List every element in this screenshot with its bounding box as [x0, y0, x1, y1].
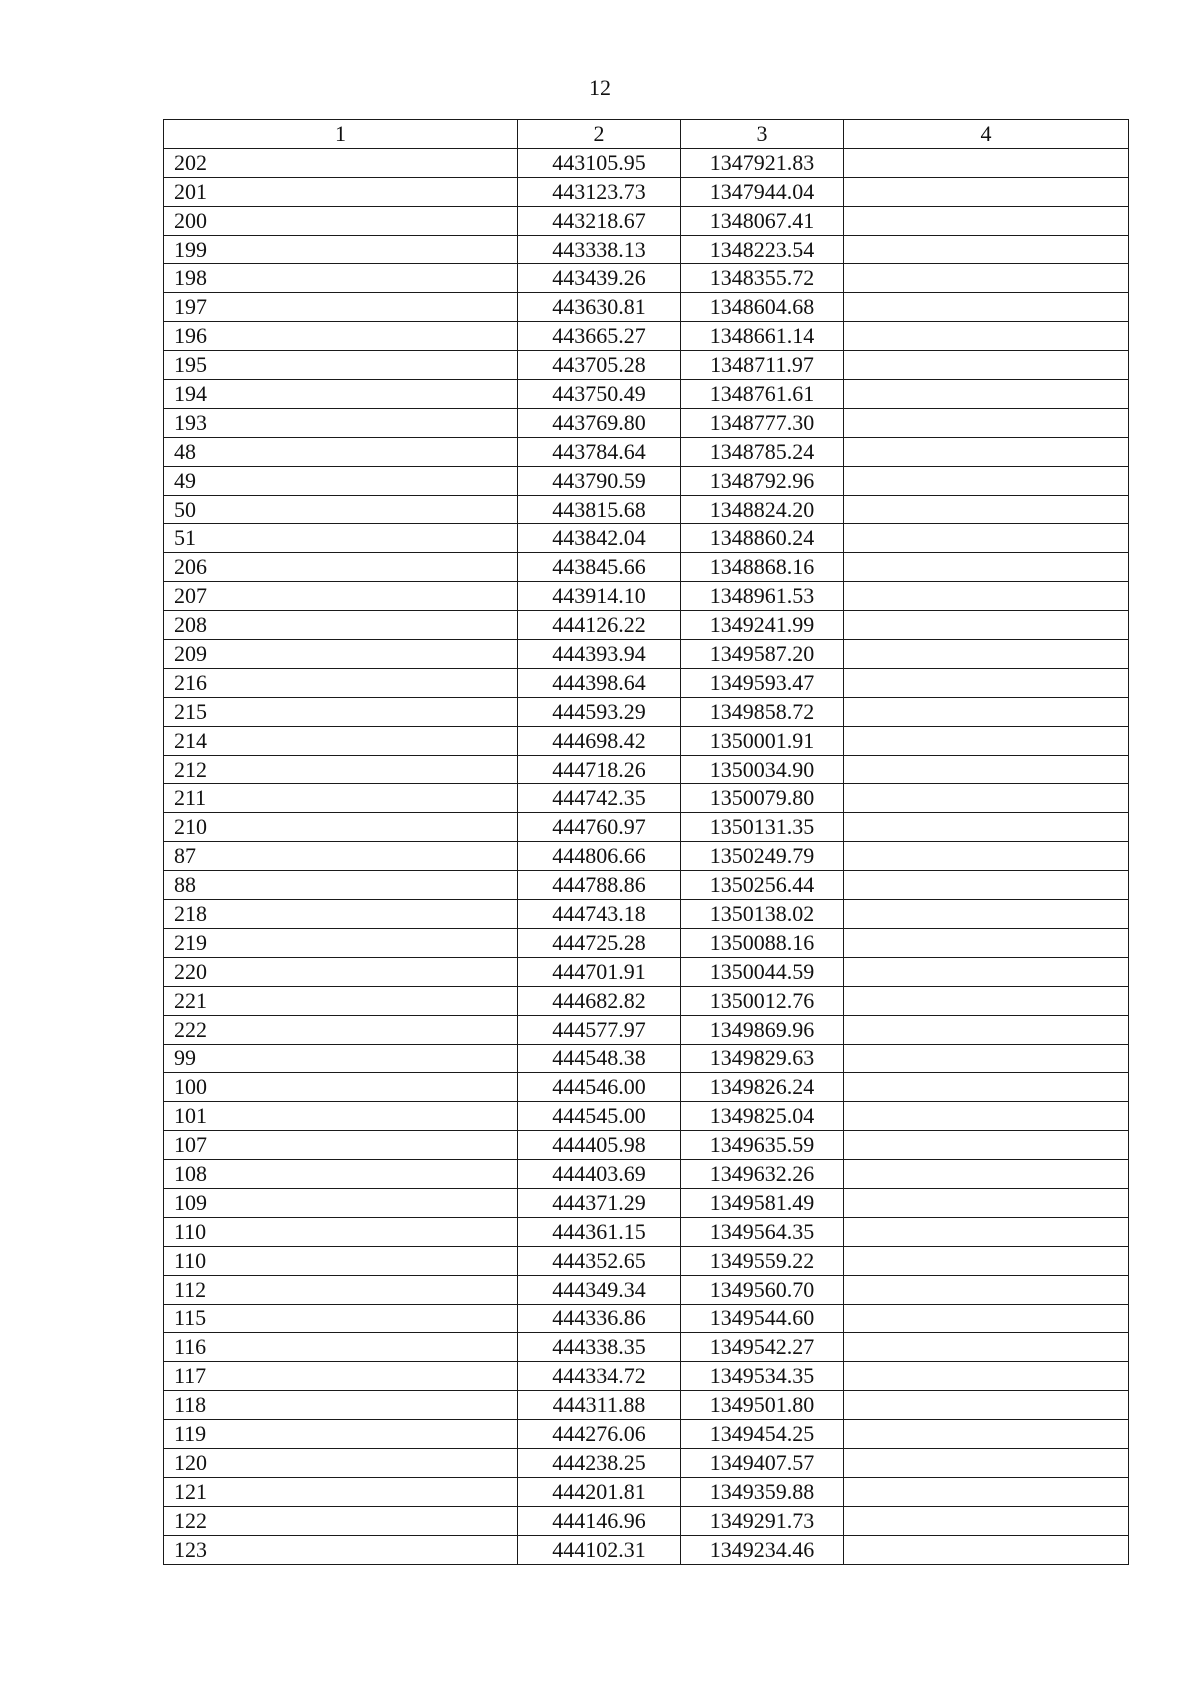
point-number-cell: 196 — [164, 322, 518, 351]
y-coordinate-cell: 1349501.80 — [681, 1391, 844, 1420]
y-coordinate-cell: 1348223.54 — [681, 235, 844, 264]
x-coordinate-cell: 444393.94 — [518, 640, 681, 669]
y-coordinate-cell: 1350088.16 — [681, 928, 844, 957]
y-coordinate-cell: 1349534.35 — [681, 1362, 844, 1391]
y-coordinate-cell: 1348604.68 — [681, 293, 844, 322]
notes-cell — [844, 582, 1129, 611]
table-row — [164, 495, 1129, 524]
y-coordinate-cell: 1350249.79 — [681, 842, 844, 871]
table-row — [164, 668, 1129, 697]
table-row — [164, 1506, 1129, 1535]
notes-cell — [844, 1275, 1129, 1304]
y-coordinate-cell: 1350034.90 — [681, 755, 844, 784]
table-row — [164, 206, 1129, 235]
x-coordinate-cell: 443845.66 — [518, 553, 681, 582]
x-coordinate-cell: 443105.95 — [518, 148, 681, 177]
notes-cell — [844, 640, 1129, 669]
table-row — [164, 380, 1129, 409]
point-number-cell: 209 — [164, 640, 518, 669]
table-row — [164, 842, 1129, 871]
notes-cell — [844, 264, 1129, 293]
x-coordinate-cell: 444682.82 — [518, 986, 681, 1015]
y-coordinate-cell: 1349858.72 — [681, 697, 844, 726]
table-row — [164, 1044, 1129, 1073]
point-number-cell: 122 — [164, 1506, 518, 1535]
point-number-cell: 210 — [164, 813, 518, 842]
x-coordinate-cell: 444126.22 — [518, 611, 681, 640]
table-row — [164, 1275, 1129, 1304]
y-coordinate-cell: 1349407.57 — [681, 1448, 844, 1477]
x-coordinate-cell: 443914.10 — [518, 582, 681, 611]
y-coordinate-cell: 1348868.16 — [681, 553, 844, 582]
x-coordinate-cell: 443750.49 — [518, 380, 681, 409]
y-coordinate-cell: 1349632.26 — [681, 1160, 844, 1189]
point-number-cell: 100 — [164, 1073, 518, 1102]
x-coordinate-cell: 444577.97 — [518, 1015, 681, 1044]
y-coordinate-cell: 1349869.96 — [681, 1015, 844, 1044]
point-number-cell: 215 — [164, 697, 518, 726]
x-coordinate-cell: 444398.64 — [518, 668, 681, 697]
table-row — [164, 697, 1129, 726]
y-coordinate-cell: 1348761.61 — [681, 380, 844, 409]
table-row — [164, 322, 1129, 351]
x-coordinate-cell: 444701.91 — [518, 957, 681, 986]
point-number-cell: 50 — [164, 495, 518, 524]
table-body — [164, 148, 1129, 1564]
y-coordinate-cell: 1350131.35 — [681, 813, 844, 842]
table-row — [164, 957, 1129, 986]
x-coordinate-cell: 443630.81 — [518, 293, 681, 322]
x-coordinate-cell: 443790.59 — [518, 466, 681, 495]
notes-cell — [844, 1535, 1129, 1564]
y-coordinate-cell: 1349234.46 — [681, 1535, 844, 1564]
point-number-cell: 108 — [164, 1160, 518, 1189]
table-row — [164, 351, 1129, 380]
notes-cell — [844, 842, 1129, 871]
y-coordinate-cell: 1349359.88 — [681, 1477, 844, 1506]
notes-cell — [844, 928, 1129, 957]
notes-cell — [844, 1188, 1129, 1217]
notes-cell — [844, 351, 1129, 380]
table-row — [164, 1015, 1129, 1044]
x-coordinate-cell: 444788.86 — [518, 871, 681, 900]
point-number-cell: 119 — [164, 1420, 518, 1449]
notes-cell — [844, 726, 1129, 755]
y-coordinate-cell: 1350079.80 — [681, 784, 844, 813]
table-row — [164, 1102, 1129, 1131]
notes-cell — [844, 553, 1129, 582]
x-coordinate-cell: 444349.34 — [518, 1275, 681, 1304]
table-row — [164, 437, 1129, 466]
notes-cell — [844, 697, 1129, 726]
point-number-cell: 88 — [164, 871, 518, 900]
notes-cell — [844, 495, 1129, 524]
point-number-cell: 116 — [164, 1333, 518, 1362]
point-number-cell: 112 — [164, 1275, 518, 1304]
y-coordinate-cell: 1350138.02 — [681, 900, 844, 929]
y-coordinate-cell: 1348777.30 — [681, 408, 844, 437]
table-row — [164, 177, 1129, 206]
notes-cell — [844, 1333, 1129, 1362]
notes-cell — [844, 524, 1129, 553]
notes-cell — [844, 1362, 1129, 1391]
point-number-cell: 51 — [164, 524, 518, 553]
y-coordinate-cell: 1348961.53 — [681, 582, 844, 611]
y-coordinate-cell: 1349826.24 — [681, 1073, 844, 1102]
x-coordinate-cell: 444201.81 — [518, 1477, 681, 1506]
notes-cell — [844, 177, 1129, 206]
x-coordinate-cell: 444276.06 — [518, 1420, 681, 1449]
point-number-cell: 194 — [164, 380, 518, 409]
notes-cell — [844, 466, 1129, 495]
notes-cell — [844, 668, 1129, 697]
point-number-cell: 109 — [164, 1188, 518, 1217]
y-coordinate-cell: 1347921.83 — [681, 148, 844, 177]
y-coordinate-cell: 1349544.60 — [681, 1304, 844, 1333]
y-coordinate-cell: 1349291.73 — [681, 1506, 844, 1535]
x-coordinate-cell: 444545.00 — [518, 1102, 681, 1131]
point-number-cell: 208 — [164, 611, 518, 640]
table-row — [164, 264, 1129, 293]
coordinates-table — [163, 119, 1129, 1565]
table-header-row — [164, 120, 1129, 149]
y-coordinate-cell: 1349829.63 — [681, 1044, 844, 1073]
notes-cell — [844, 235, 1129, 264]
x-coordinate-cell: 444405.98 — [518, 1131, 681, 1160]
y-coordinate-cell: 1348661.14 — [681, 322, 844, 351]
point-number-cell: 214 — [164, 726, 518, 755]
point-number-cell: 216 — [164, 668, 518, 697]
y-coordinate-cell: 1348785.24 — [681, 437, 844, 466]
y-coordinate-cell: 1349593.47 — [681, 668, 844, 697]
notes-cell — [844, 437, 1129, 466]
y-coordinate-cell: 1348711.97 — [681, 351, 844, 380]
table-row — [164, 813, 1129, 842]
table-row — [164, 1535, 1129, 1564]
point-number-cell: 218 — [164, 900, 518, 929]
point-number-cell: 212 — [164, 755, 518, 784]
table-row — [164, 755, 1129, 784]
notes-cell — [844, 1420, 1129, 1449]
y-coordinate-cell: 1350044.59 — [681, 957, 844, 986]
point-number-cell: 219 — [164, 928, 518, 957]
x-coordinate-cell: 444146.96 — [518, 1506, 681, 1535]
x-coordinate-cell: 443439.26 — [518, 264, 681, 293]
point-number-cell: 195 — [164, 351, 518, 380]
x-coordinate-cell: 444593.29 — [518, 697, 681, 726]
x-coordinate-cell: 444698.42 — [518, 726, 681, 755]
table-row — [164, 1217, 1129, 1246]
y-coordinate-cell: 1349559.22 — [681, 1246, 844, 1275]
notes-cell — [844, 1391, 1129, 1420]
x-coordinate-cell: 444403.69 — [518, 1160, 681, 1189]
x-coordinate-cell: 444742.35 — [518, 784, 681, 813]
point-number-cell: 220 — [164, 957, 518, 986]
x-coordinate-cell: 444311.88 — [518, 1391, 681, 1420]
point-number-cell: 87 — [164, 842, 518, 871]
table-row — [164, 1333, 1129, 1362]
point-number-cell: 198 — [164, 264, 518, 293]
notes-cell — [844, 1073, 1129, 1102]
table-row — [164, 293, 1129, 322]
notes-cell — [844, 784, 1129, 813]
y-coordinate-cell: 1348067.41 — [681, 206, 844, 235]
notes-cell — [844, 1448, 1129, 1477]
x-coordinate-cell: 443665.27 — [518, 322, 681, 351]
notes-cell — [844, 293, 1129, 322]
table-row — [164, 524, 1129, 553]
x-coordinate-cell: 444743.18 — [518, 900, 681, 929]
x-coordinate-cell: 444361.15 — [518, 1217, 681, 1246]
notes-cell — [844, 1217, 1129, 1246]
y-coordinate-cell: 1350001.91 — [681, 726, 844, 755]
point-number-cell: 99 — [164, 1044, 518, 1073]
point-number-cell: 207 — [164, 582, 518, 611]
point-number-cell: 206 — [164, 553, 518, 582]
y-coordinate-cell: 1349635.59 — [681, 1131, 844, 1160]
point-number-cell: 118 — [164, 1391, 518, 1420]
y-coordinate-cell: 1349542.27 — [681, 1333, 844, 1362]
y-coordinate-cell: 1349564.35 — [681, 1217, 844, 1246]
column-header-4: 4 — [844, 120, 1129, 149]
y-coordinate-cell: 1348860.24 — [681, 524, 844, 553]
notes-cell — [844, 322, 1129, 351]
x-coordinate-cell: 444238.25 — [518, 1448, 681, 1477]
point-number-cell: 199 — [164, 235, 518, 264]
x-coordinate-cell: 443218.67 — [518, 206, 681, 235]
y-coordinate-cell: 1349454.25 — [681, 1420, 844, 1449]
y-coordinate-cell: 1348355.72 — [681, 264, 844, 293]
table-row — [164, 871, 1129, 900]
point-number-cell: 222 — [164, 1015, 518, 1044]
table-row — [164, 611, 1129, 640]
y-coordinate-cell: 1348824.20 — [681, 495, 844, 524]
point-number-cell: 123 — [164, 1535, 518, 1564]
notes-cell — [844, 813, 1129, 842]
notes-cell — [844, 755, 1129, 784]
point-number-cell: 193 — [164, 408, 518, 437]
notes-cell — [844, 380, 1129, 409]
point-number-cell: 120 — [164, 1448, 518, 1477]
notes-cell — [844, 1131, 1129, 1160]
notes-cell — [844, 206, 1129, 235]
point-number-cell: 121 — [164, 1477, 518, 1506]
point-number-cell: 200 — [164, 206, 518, 235]
notes-cell — [844, 1044, 1129, 1073]
notes-cell — [844, 408, 1129, 437]
notes-cell — [844, 957, 1129, 986]
x-coordinate-cell: 443338.13 — [518, 235, 681, 264]
notes-cell — [844, 1015, 1129, 1044]
notes-cell — [844, 900, 1129, 929]
table-row — [164, 1073, 1129, 1102]
notes-cell — [844, 1506, 1129, 1535]
table-row — [164, 726, 1129, 755]
table-row — [164, 928, 1129, 957]
y-coordinate-cell: 1349581.49 — [681, 1188, 844, 1217]
x-coordinate-cell: 444352.65 — [518, 1246, 681, 1275]
y-coordinate-cell: 1350012.76 — [681, 986, 844, 1015]
y-coordinate-cell: 1349560.70 — [681, 1275, 844, 1304]
y-coordinate-cell: 1348792.96 — [681, 466, 844, 495]
x-coordinate-cell: 444334.72 — [518, 1362, 681, 1391]
point-number-cell: 110 — [164, 1217, 518, 1246]
notes-cell — [844, 871, 1129, 900]
table-row — [164, 408, 1129, 437]
table-row — [164, 784, 1129, 813]
point-number-cell: 201 — [164, 177, 518, 206]
table-row — [164, 1304, 1129, 1333]
table-row — [164, 582, 1129, 611]
x-coordinate-cell: 444338.35 — [518, 1333, 681, 1362]
point-number-cell: 211 — [164, 784, 518, 813]
table-row — [164, 1448, 1129, 1477]
x-coordinate-cell: 444806.66 — [518, 842, 681, 871]
x-coordinate-cell: 444718.26 — [518, 755, 681, 784]
y-coordinate-cell: 1350256.44 — [681, 871, 844, 900]
notes-cell — [844, 1477, 1129, 1506]
x-coordinate-cell: 444546.00 — [518, 1073, 681, 1102]
notes-cell — [844, 148, 1129, 177]
x-coordinate-cell: 444371.29 — [518, 1188, 681, 1217]
table-row — [164, 235, 1129, 264]
x-coordinate-cell: 444548.38 — [518, 1044, 681, 1073]
table-row — [164, 640, 1129, 669]
table-row — [164, 1131, 1129, 1160]
point-number-cell: 107 — [164, 1131, 518, 1160]
table-row — [164, 986, 1129, 1015]
x-coordinate-cell: 444102.31 — [518, 1535, 681, 1564]
point-number-cell: 115 — [164, 1304, 518, 1333]
x-coordinate-cell: 443705.28 — [518, 351, 681, 380]
point-number-cell: 48 — [164, 437, 518, 466]
table-row — [164, 1391, 1129, 1420]
table-row — [164, 466, 1129, 495]
x-coordinate-cell: 443784.64 — [518, 437, 681, 466]
table-row — [164, 148, 1129, 177]
point-number-cell: 221 — [164, 986, 518, 1015]
notes-cell — [844, 1102, 1129, 1131]
table-row — [164, 1362, 1129, 1391]
notes-cell — [844, 1246, 1129, 1275]
x-coordinate-cell: 444725.28 — [518, 928, 681, 957]
y-coordinate-cell: 1349241.99 — [681, 611, 844, 640]
notes-cell — [844, 1160, 1129, 1189]
x-coordinate-cell: 444336.86 — [518, 1304, 681, 1333]
notes-cell — [844, 986, 1129, 1015]
y-coordinate-cell: 1349587.20 — [681, 640, 844, 669]
notes-cell — [844, 611, 1129, 640]
table-row — [164, 553, 1129, 582]
x-coordinate-cell: 443842.04 — [518, 524, 681, 553]
table-row — [164, 1188, 1129, 1217]
x-coordinate-cell: 443769.80 — [518, 408, 681, 437]
point-number-cell: 202 — [164, 148, 518, 177]
x-coordinate-cell: 444760.97 — [518, 813, 681, 842]
column-header-2: 2 — [518, 120, 681, 149]
x-coordinate-cell: 443123.73 — [518, 177, 681, 206]
table-row — [164, 1477, 1129, 1506]
point-number-cell: 117 — [164, 1362, 518, 1391]
table-row — [164, 1246, 1129, 1275]
x-coordinate-cell: 443815.68 — [518, 495, 681, 524]
table-row — [164, 1420, 1129, 1449]
y-coordinate-cell: 1349825.04 — [681, 1102, 844, 1131]
point-number-cell: 49 — [164, 466, 518, 495]
y-coordinate-cell: 1347944.04 — [681, 177, 844, 206]
table-row — [164, 1160, 1129, 1189]
notes-cell — [844, 1304, 1129, 1333]
table-row — [164, 900, 1129, 929]
page-number: 12 — [589, 75, 611, 100]
point-number-cell: 110 — [164, 1246, 518, 1275]
column-header-1: 1 — [164, 120, 518, 149]
point-number-cell: 101 — [164, 1102, 518, 1131]
column-header-3: 3 — [681, 120, 844, 149]
point-number-cell: 197 — [164, 293, 518, 322]
